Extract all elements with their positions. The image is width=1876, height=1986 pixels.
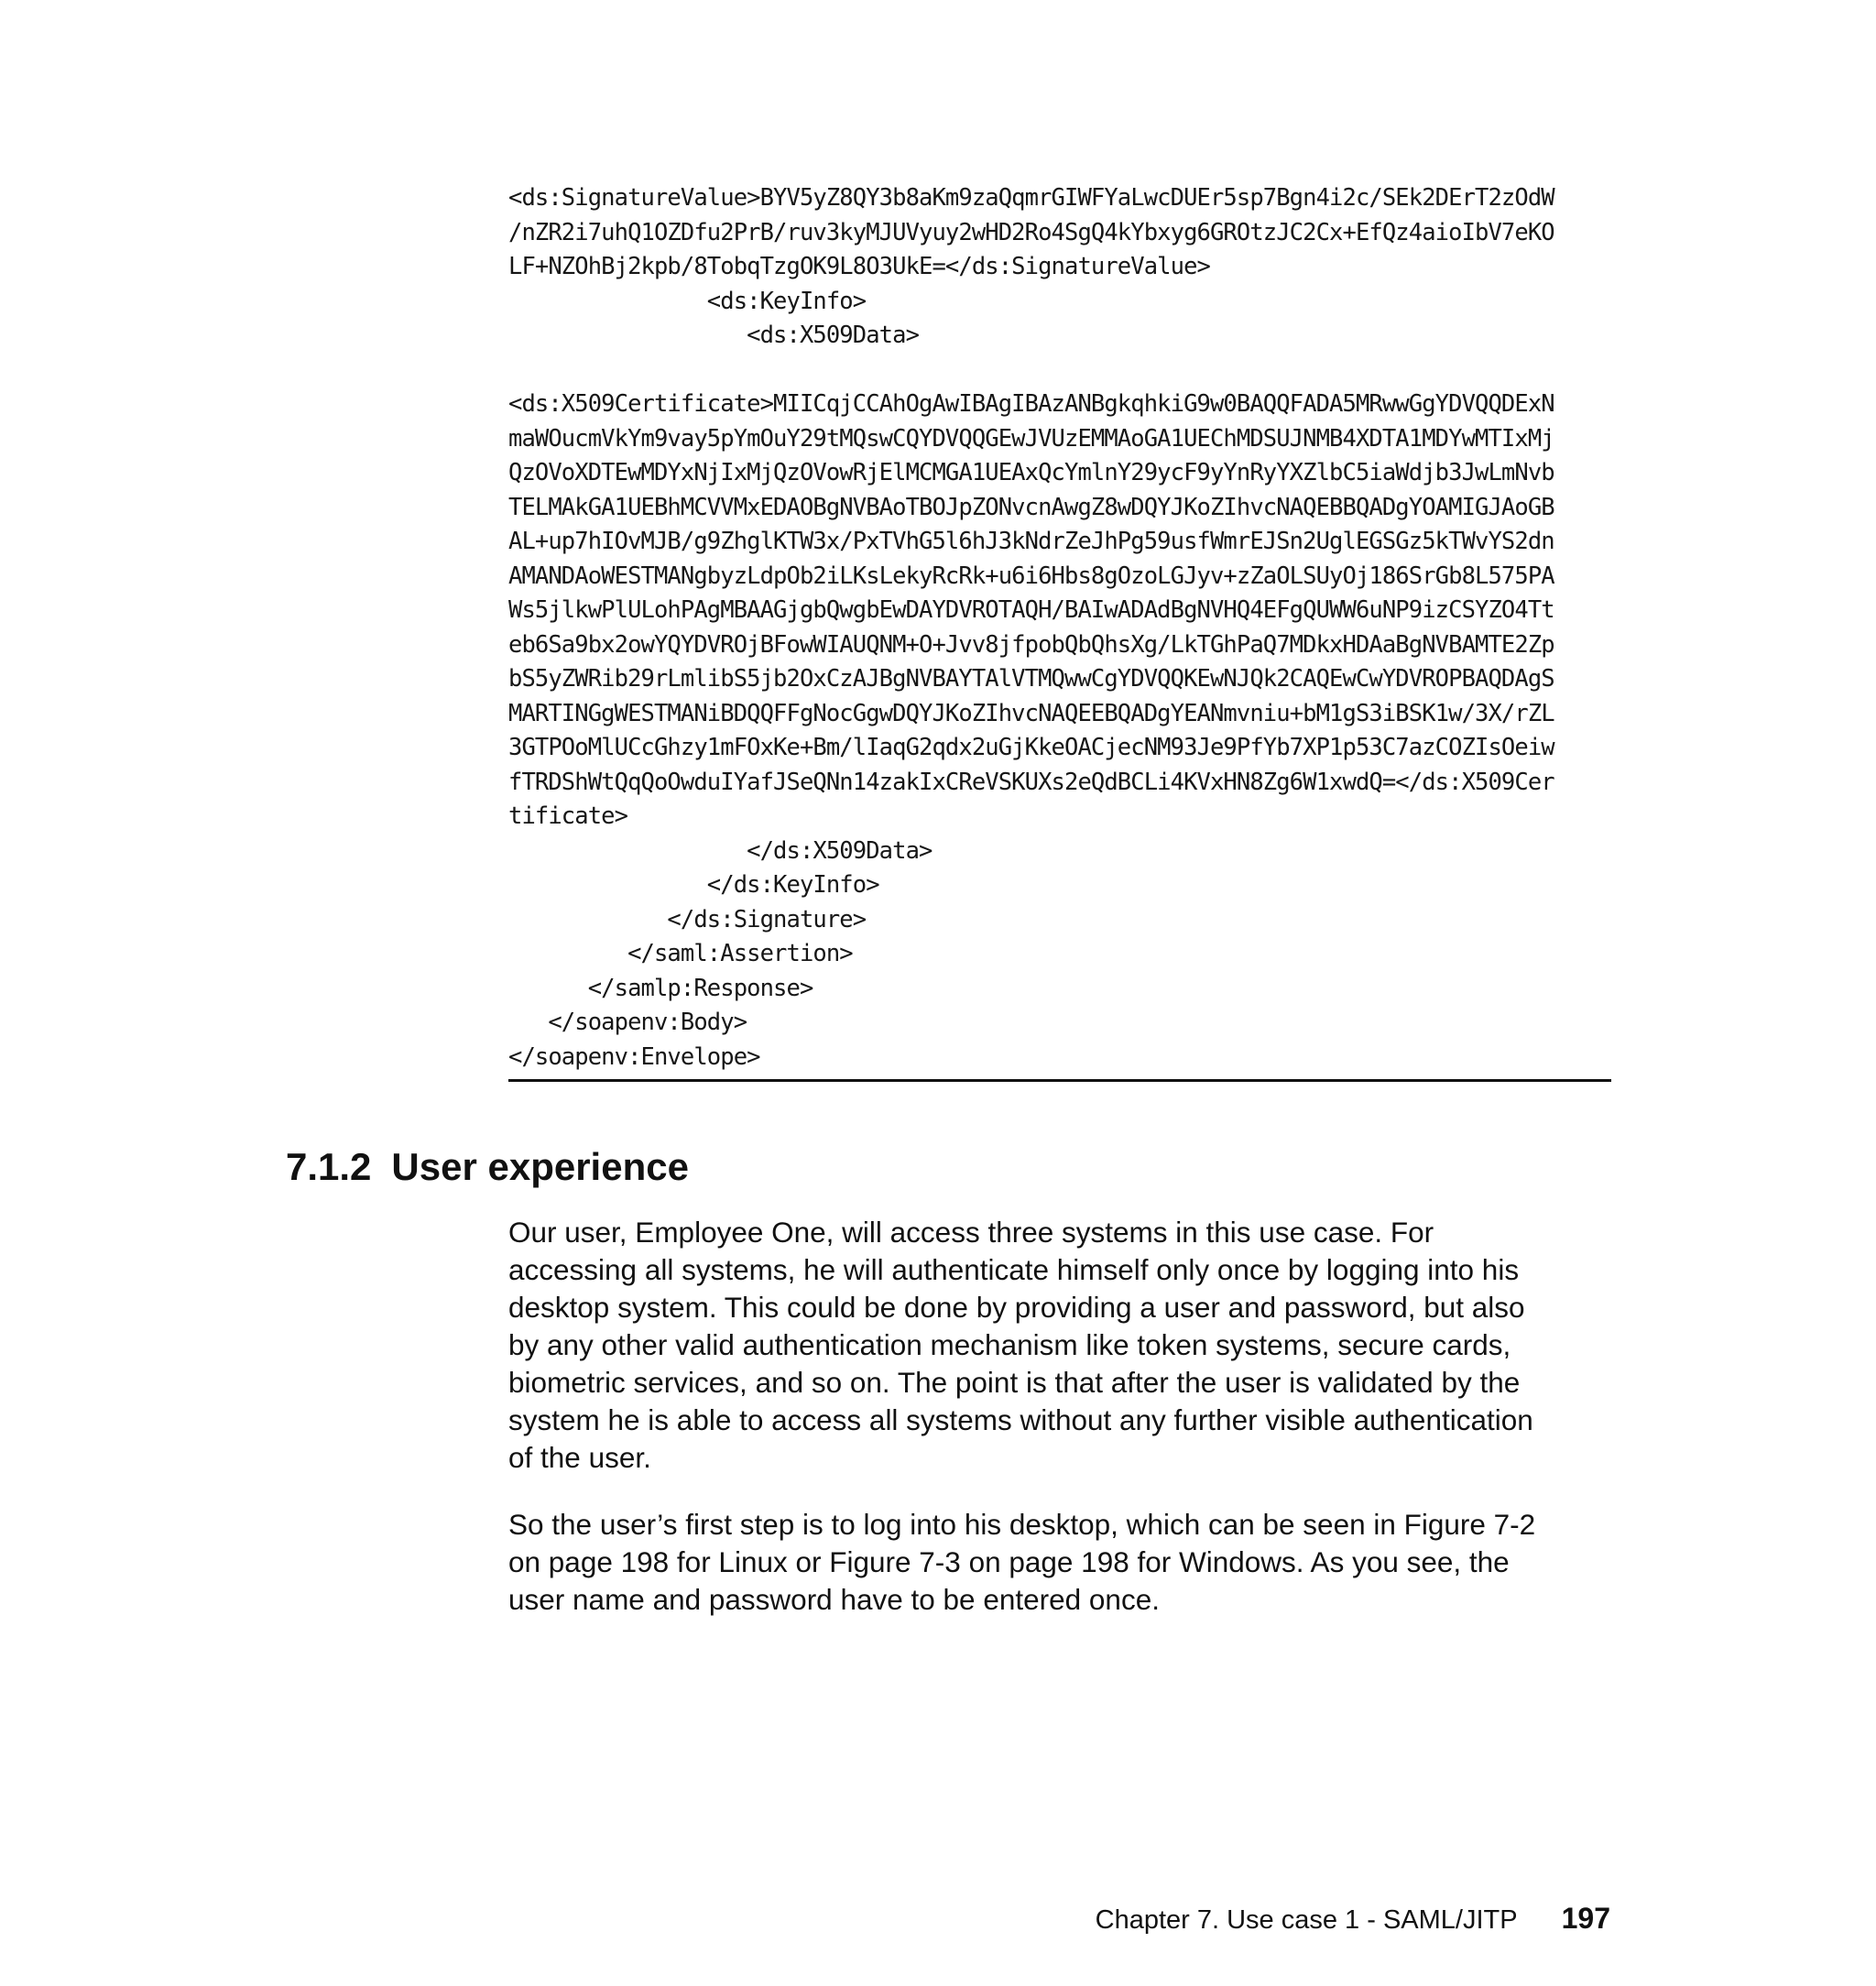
- code-line: </samlp:Response>: [508, 974, 813, 1002]
- paragraph-line: on page 198 for Linux or Figure 7-3 on page 198 for Windows. As you see, the: [508, 1545, 1510, 1578]
- code-line: fTRDShWtQqQoOwduIYafJSeQNn14zakIxCReVSKUXs2eQdBCLi4KVxHN8Zg6W1xwdQ=</ds:X509Cer: [508, 768, 1554, 796]
- paragraph-line: biometric services, and so on. The point is that after the user is validated by the: [508, 1366, 1521, 1399]
- code-line: <ds:SignatureValue>BYV5yZ8QY3b8aKm9zaQqmrGIWFYaLwcDUEr5sp7Bgn4i2c/SEk2DErT2zOdW: [508, 184, 1554, 212]
- code-line: MARTINGgWESTMANiBDQQFFgNocGgwDQYJKoZIhvcNAQEEBQADgYEANmvniu+bM1gS3iBSK1w/3X/rZL: [508, 699, 1554, 727]
- code-line: Ws5jlkwPlULohPAgMBAAGjgbQwgbEwDAYDVROTAQH/BAIwADAdBgNVHQ4EFgQUWW6uNP9izCSYZO4Tt: [508, 596, 1554, 624]
- code-line: QzOVoXDTEwMDYxNjIxMjQzOVowRjElMCMGA1UEAxQcYmlnY29ycF9yYnRyYXZlbC5iaWdjb3JwLmNvb: [508, 459, 1554, 486]
- paragraph-line: by any other valid authentication mechanism like token systems, secure cards,: [508, 1328, 1511, 1361]
- section-heading: [286, 1143, 689, 1191]
- code-line: eb6Sa9bx2owYQYDVROjBFowWIAUQNM+O+Jvv8jfpobQbQhsXg/LkTGhPaQ7MDkxHDAaBgNVBAMTE2Zp: [508, 630, 1554, 659]
- page-footer: [1096, 1900, 1610, 1938]
- paragraph-line: Our user, Employee One, will access three systems in this use case. For: [508, 1216, 1434, 1249]
- code-listing-rule: [508, 1079, 1611, 1082]
- page-number: 197: [1561, 1902, 1610, 1935]
- section-number: 7.1.2: [286, 1145, 372, 1188]
- body-paragraph: [508, 1214, 1617, 1477]
- body-paragraph: [508, 1506, 1617, 1619]
- code-line: 3GTPOoMlUCcGhzy1mFOxKe+Bm/lIaqG2qdx2uGjKkeOACjecNM93Je9PfYb7XP1p53C7azCOZIsOeiw: [508, 734, 1554, 761]
- code-line: maWOucmVkYm9vay5pYmOuY29tMQswCQYDVQQGEwJVUzEMMAoGA1UEChMDSUJNMB4XDTA1MDYwMTIxMj: [508, 424, 1554, 453]
- code-line: tificate>: [508, 802, 628, 830]
- paragraph-line: So the user’s first step is to log into his desktop, which can be seen in Figure 7-2: [508, 1508, 1536, 1541]
- code-line: <ds:KeyInfo>: [508, 287, 867, 315]
- code-line: </ds:KeyInfo>: [508, 871, 879, 899]
- code-line: /nZR2i7uhQ1OZDfu2PrB/ruv3kyMJUVyuy2wHD2Ro4SgQ4kYbxyg6GROtzJC2Cx+EfQz4aioIbV7eKO: [508, 218, 1554, 246]
- paragraph-line: user name and password have to be entered once.: [508, 1583, 1160, 1616]
- paragraph-line: system he is able to access all systems without any further visible authentication: [508, 1403, 1533, 1436]
- code-line: </saml:Assertion>: [508, 940, 853, 967]
- paragraph-line: of the user.: [508, 1441, 651, 1474]
- code-line: </soapenv:Envelope>: [508, 1042, 760, 1071]
- code-line: LF+NZOhBj2kpb/8TobqTzgOK9L8O3UkE=</ds:SignatureValue>: [508, 253, 1210, 280]
- code-line: AMANDAoWESTMANgbyzLdpOb2iLKsLekyRcRk+u6i6Hbs8gOzoLGJyv+zZaOLSUyOj186SrGb8L575PA: [508, 562, 1554, 590]
- code-line: <ds:X509Certificate>MIICqjCCAhOgAwIBAgIBAzANBgkqhkiG9w0BAQQFADA5MRwwGgYDVQQDExN: [508, 390, 1554, 418]
- code-line: </ds:X509Data>: [508, 836, 933, 865]
- code-line: [508, 354, 1611, 388]
- paragraph-line: accessing all systems, he will authenticate himself only once by logging into his: [508, 1253, 1520, 1286]
- code-line: </soapenv:Body>: [508, 1009, 747, 1036]
- code-line: </ds:Signature>: [508, 905, 867, 933]
- section-title: User experience: [391, 1145, 689, 1188]
- code-line: AL+up7hIOvMJB/g9ZhglKTW3x/PxTVhG5l6hJ3kNdrZeJhPg59usfWmrEJSn2UglEGSGz5kTWvYS2dn: [508, 528, 1554, 555]
- code-listing: [508, 181, 1611, 1075]
- paragraph-line: desktop system. This could be done by providing a user and password, but also: [508, 1291, 1525, 1324]
- footer-chapter-title: Chapter 7. Use case 1 - SAML/JITP: [1095, 1905, 1518, 1935]
- code-line: bS5yZWRib29rLmlibS5jb2OxCzAJBgNVBAYTAlVTMQwwCgYDVQQKEwNJQk2CAQEwCwYDVROPBAQDAgS: [508, 665, 1554, 693]
- code-line: <ds:X509Data>: [508, 322, 920, 349]
- code-line: TELMAkGA1UEBhMCVVMxEDAOBgNVBAoTBOJpZONvcnAwgZ8wDQYJKoZIhvcNAQEBBQADgYOAMIGJAoGB: [508, 493, 1554, 521]
